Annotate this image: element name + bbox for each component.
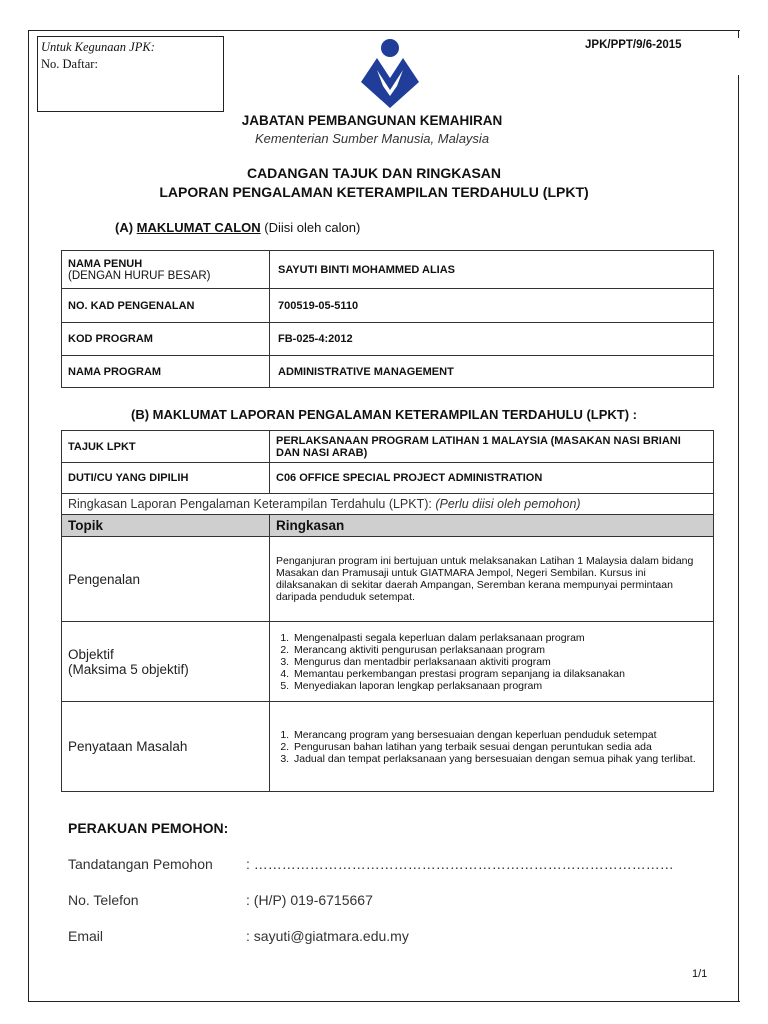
table-row [62, 323, 714, 356]
org-name: JABATAN PEMBANGUNAN KEMAHIRAN [241, 113, 503, 128]
signature-row [68, 856, 674, 872]
email-label: Email [68, 928, 104, 944]
signature-field[interactable]: : ……………………………………………………………………………… [246, 856, 674, 872]
signature-label: Tandatangan Pemohon [68, 856, 213, 872]
section-a-heading [115, 220, 360, 235]
phone-label: No. Telefon [68, 892, 139, 908]
lpkt-info-table [61, 430, 714, 792]
list-item: 1. Merancang program yang bersesuaian dengan keperluan penduduk setempat [292, 729, 707, 741]
ic-number-field[interactable]: 700519-05-5110 [270, 289, 714, 323]
section-a-prefix: (A) [115, 220, 137, 235]
topic-objective-label [62, 622, 270, 702]
topic-intro-text[interactable]: Penganjuran program ini bertujuan untuk melaksanakan Latihan 1 Malaysia dalam bidang Masakan dan Pramusaji untuk GIATMARA Jempol, Negeri Sembilan. Kursus ini dilaksanakan di sekitar daerah Ampangan, Seremban kerana mempunyai permintaan daripada penduduk setempat. [270, 537, 714, 622]
table-row [62, 494, 714, 515]
declaration-title: PERAKUAN PEMOHON: [68, 820, 229, 836]
table-row [62, 463, 714, 494]
duty-field[interactable]: C06 OFFICE SPECIAL PROJECT ADMINISTRATION [270, 463, 714, 494]
page-border-bottom [28, 1001, 740, 1002]
lpkt-title-field[interactable]: PERLAKSANAAN PROGRAM LATIHAN 1 MALAYSIA (MASAKAN NASI BRIANI DAN NASI ARAB) [270, 431, 714, 463]
page-number: 1/1 [692, 968, 708, 980]
page-border-right-lower [738, 75, 739, 1002]
table-header-row [62, 515, 714, 537]
column-header-summary: Ringkasan [270, 515, 714, 537]
office-use-box [37, 36, 224, 112]
topic-problem-list[interactable] [270, 702, 714, 792]
topic-problem-label: Penyataan Masalah [62, 702, 270, 792]
section-a-note: (Diisi oleh calon) [260, 220, 361, 235]
page-border-top [28, 30, 740, 31]
table-row [62, 537, 714, 622]
table-row [62, 702, 714, 792]
table-row [62, 622, 714, 702]
list-item: 5. Menyediakan laporan lengkap perlaksanaan program [292, 680, 707, 692]
list-item: 3. Jadual dan tempat perlaksanaan yang bersesuaian dengan semua pihak yang terlibat. [292, 753, 707, 765]
duty-label: DUTI/CU YANG DIPILIH [62, 463, 270, 494]
list-item: 3. Mengurus dan mentadbir perlaksanaan aktiviti program [292, 656, 707, 668]
full-name-label: NAMA PENUH [68, 257, 143, 270]
summary-note-italic: (Perlu diisi oleh pemohon) [435, 497, 581, 511]
form-reference: JPK/PPT/9/6-2015 [585, 39, 682, 51]
lpkt-title-label: TAJUK LPKT [62, 431, 270, 463]
form-title-line2: LAPORAN PENGALAMAN KETERAMPILAN TERDAHULU (LPKT) [159, 184, 589, 200]
summary-instruction [62, 494, 714, 515]
table-row [62, 289, 714, 323]
program-name-label: NAMA PROGRAM [62, 356, 270, 388]
column-header-topic: Topik [62, 515, 270, 537]
phone-field[interactable]: : (H/P) 019-6715667 [246, 892, 373, 908]
table-row [62, 431, 714, 463]
program-name-field[interactable]: ADMINISTRATIVE MANAGEMENT [270, 356, 714, 388]
topic-intro-label: Pengenalan [62, 537, 270, 622]
jpk-logo-icon [355, 38, 425, 110]
office-use-label: Untuk Kegunaan JPK: [41, 40, 155, 54]
table-row [62, 251, 714, 289]
program-code-field[interactable]: FB-025-4:2012 [270, 323, 714, 356]
objective-title: Objektif [68, 646, 114, 662]
page-border-right [738, 30, 739, 38]
full-name-sublabel: (DENGAN HURUF BESAR) [68, 269, 211, 282]
list-item: 2. Merancang aktiviti pengurusan perlaksanaan program [292, 644, 707, 656]
email-row [68, 928, 409, 944]
list-item: 4. Memantau perkembangan prestasi program sepanjang ia dilaksanakan [292, 668, 707, 680]
topic-objective-list[interactable] [270, 622, 714, 702]
ministry-name: Kementerian Sumber Manusia, Malaysia [254, 131, 490, 146]
full-name-field[interactable]: SAYUTI BINTI MOHAMMED ALIAS [270, 251, 714, 289]
table-row [62, 356, 714, 388]
row-label [62, 251, 270, 289]
section-a-title: MAKLUMAT CALON [136, 220, 261, 235]
form-title-line1: CADANGAN TAJUK DAN RINGKASAN [246, 165, 502, 181]
ic-number-label: NO. KAD PENGENALAN [62, 289, 270, 323]
phone-row [68, 892, 373, 908]
objective-subtitle: (Maksima 5 objektif) [68, 661, 189, 677]
program-code-label: KOD PROGRAM [62, 323, 270, 356]
list-item: 1. Mengenalpasti segala keperluan dalam perlaksanaan program [292, 632, 707, 644]
section-b-heading: (B) MAKLUMAT LAPORAN PENGALAMAN KETERAMPILAN TERDAHULU (LPKT) : [131, 407, 637, 422]
summary-note: Ringkasan Laporan Pengalaman Keterampilan Terdahulu (LPKT): [68, 497, 436, 511]
register-number-label: No. Daftar: [41, 57, 98, 71]
list-item: 2. Pengurusan bahan latihan yang terbaik sesuai dengan peruntukan sedia ada [292, 741, 707, 753]
candidate-info-table [61, 250, 714, 388]
email-field[interactable]: : sayuti@giatmara.edu.my [246, 928, 409, 944]
